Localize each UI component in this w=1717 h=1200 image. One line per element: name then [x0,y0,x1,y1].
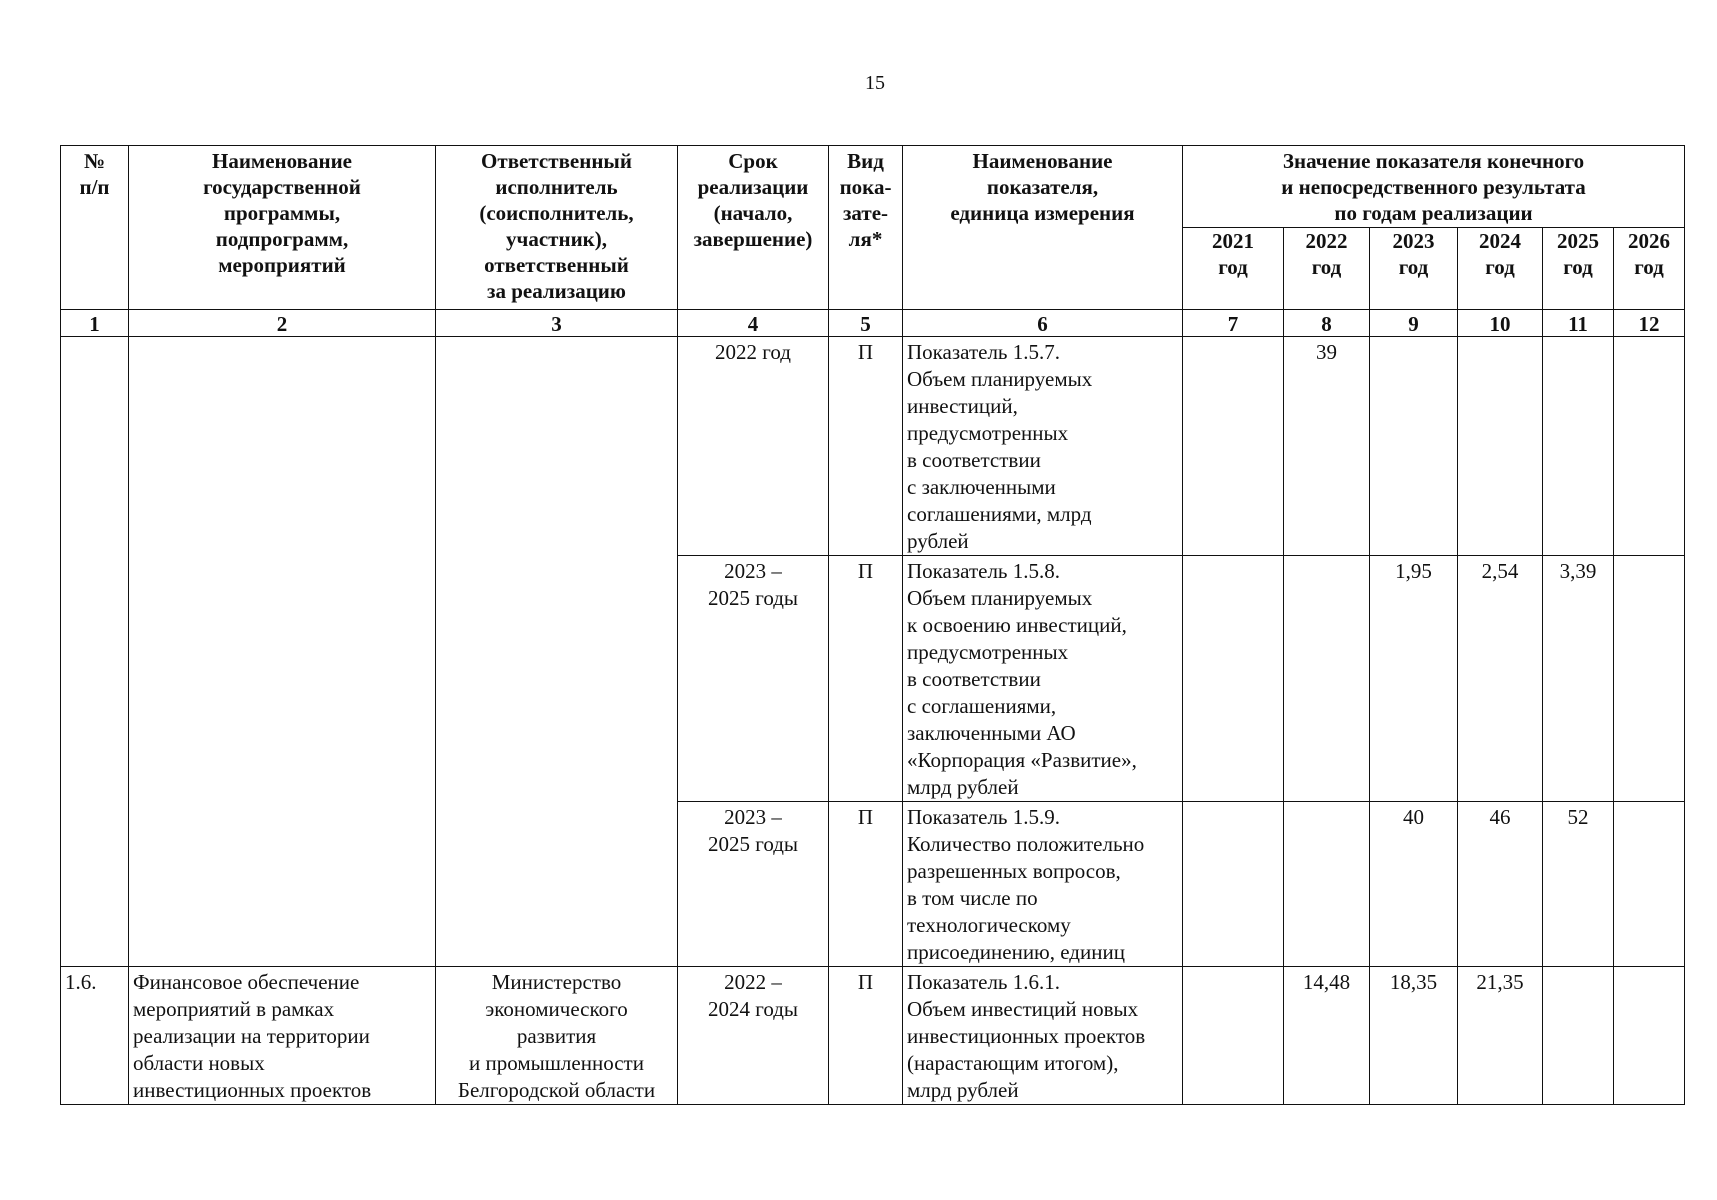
header-row-1 [61,146,1685,228]
column-number: 12 [1614,310,1685,337]
row-num-cell: 1.6. [61,967,129,1105]
column-number: 3 [436,310,678,337]
header-year-2024: 2024 год [1458,228,1543,310]
row-program-cell: Финансовое обеспечение мероприятий в рамках реализации на территории области новых инвестиционных проектов [129,967,436,1105]
column-number: 4 [678,310,829,337]
row-executor-cell [436,337,678,967]
row-value-2021 [1183,967,1284,1105]
row-value-2023: 40 [1370,802,1458,967]
column-number: 11 [1543,310,1614,337]
row-value-2025: 3,39 [1543,556,1614,802]
row-indicator-cell: Показатель 1.5.7. Объем планируемых инвестиций, предусмотренных в соответствии с заключенными соглашениями, млрд рублей [903,337,1183,556]
column-number: 1 [61,310,129,337]
header-col-period: Срок реализации (начало, завершение) [678,146,829,310]
header-col-values: Значение показателя конечного и непосредственного результата по годам реализации [1183,146,1685,228]
row-value-2024: 46 [1458,802,1543,967]
row-type-cell: П [829,337,903,556]
header-year-2025: 2025 год [1543,228,1614,310]
row-value-2026 [1614,802,1685,967]
indicators-table [60,145,1685,1105]
header-col-executor: Ответственный исполнитель (соисполнитель, участник), ответственный за реализацию [436,146,678,310]
row-type-cell: П [829,802,903,967]
header-col-type: Вид пока- зате- ля* [829,146,903,310]
column-number: 9 [1370,310,1458,337]
header-col-indicator: Наименование показателя, единица измерения [903,146,1183,310]
row-value-2025 [1543,337,1614,556]
row-period-cell: 2022 – 2024 годы [678,967,829,1105]
page-number: 15 [865,72,885,94]
row-program-cell [129,337,436,967]
row-type-cell: П [829,556,903,802]
row-value-2022 [1284,556,1370,802]
row-value-2022 [1284,802,1370,967]
row-type-cell: П [829,967,903,1105]
row-value-2024: 2,54 [1458,556,1543,802]
row-value-2023: 1,95 [1370,556,1458,802]
row-value-2021 [1183,802,1284,967]
column-number: 7 [1183,310,1284,337]
column-number: 10 [1458,310,1543,337]
row-executor-cell: Министерство экономического развития и промышленности Белгородской области [436,967,678,1105]
column-numbers-row [61,310,1685,337]
row-value-2022: 14,48 [1284,967,1370,1105]
row-value-2025 [1543,967,1614,1105]
column-number: 5 [829,310,903,337]
header-year-2021: 2021 год [1183,228,1284,310]
row-indicator-cell: Показатель 1.5.9. Количество положительно разрешенных вопросов, в том числе по технологическому присоединению, единиц [903,802,1183,967]
row-value-2025: 52 [1543,802,1614,967]
header-col-num: № п/п [61,146,129,310]
row-period-cell: 2023 – 2025 годы [678,556,829,802]
row-indicator-cell: Показатель 1.5.8. Объем планируемых к освоению инвестиций, предусмотренных в соответствии с соглашениями, заключенными АО «Корпорация «Развитие», млрд рублей [903,556,1183,802]
row-value-2021 [1183,556,1284,802]
row-value-2026 [1614,967,1685,1105]
row-period-cell: 2022 год [678,337,829,556]
row-value-2026 [1614,556,1685,802]
header-col-program: Наименование государственной программы, подпрограмм, мероприятий [129,146,436,310]
column-number: 8 [1284,310,1370,337]
table-row [61,967,1685,1105]
row-num-cell [61,337,129,967]
row-period-cell: 2023 – 2025 годы [678,802,829,967]
row-value-2024: 21,35 [1458,967,1543,1105]
header-year-2026: 2026 год [1614,228,1685,310]
header-year-2022: 2022 год [1284,228,1370,310]
column-number: 6 [903,310,1183,337]
row-value-2022: 39 [1284,337,1370,556]
row-value-2023: 18,35 [1370,967,1458,1105]
row-value-2021 [1183,337,1284,556]
header-year-2023: 2023 год [1370,228,1458,310]
row-value-2026 [1614,337,1685,556]
table-row [61,337,1685,556]
row-value-2024 [1458,337,1543,556]
column-number: 2 [129,310,436,337]
row-indicator-cell: Показатель 1.6.1. Объем инвестиций новых инвестиционных проектов (нарастающим итогом), млрд рублей [903,967,1183,1105]
row-value-2023 [1370,337,1458,556]
